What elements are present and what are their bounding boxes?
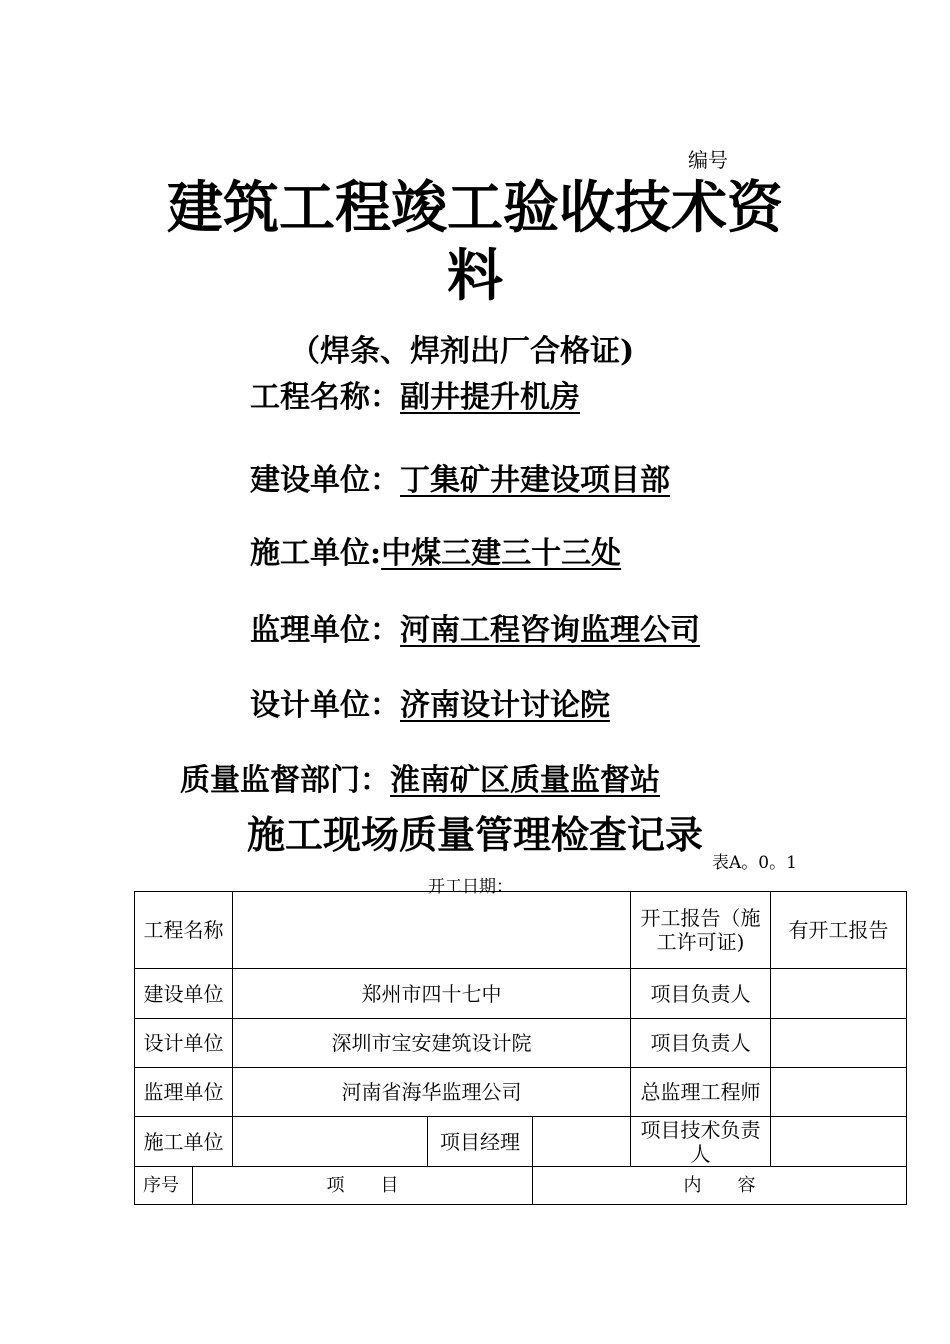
contractor-label: 施工单位: [135, 1117, 233, 1167]
column-header-row: [135, 1167, 907, 1205]
field-designer: [250, 680, 610, 724]
table-row: [135, 1019, 907, 1068]
chief-engineer-label: 总监理工程师: [631, 1068, 771, 1117]
project-name-label: 工程名称: [135, 892, 233, 969]
record-title: 施工现场质量管理检查记录: [246, 812, 703, 857]
field-owner: [250, 455, 670, 499]
field-contractor: [250, 528, 621, 572]
project-name-value: [233, 892, 631, 969]
column-header-content: 内 容: [533, 1167, 907, 1205]
field-value: 中煤三建三十三处: [381, 536, 622, 571]
design-value: 深圳市宝安建筑设计院: [233, 1019, 631, 1068]
project-manager-value: [533, 1117, 631, 1167]
form-number: 表A。0。1: [712, 853, 797, 873]
title-line-1: 建筑工程竣工验收技术资: [167, 175, 783, 241]
tech-lead-label: 项目技术负责人: [631, 1117, 771, 1167]
field-value: 副井提升机房: [400, 380, 580, 415]
start-report-value: 有开工报告: [771, 892, 907, 969]
field-label: 质量监督部门：: [180, 763, 390, 798]
owner-lead-label: 项目负责人: [631, 969, 771, 1019]
start-date-label: 开工日期：: [428, 877, 513, 897]
field-label: 施工单位:: [250, 536, 382, 571]
field-label: 监理单位：: [250, 613, 400, 648]
field-supervisor: [250, 605, 700, 649]
project-manager-label: 项目经理: [428, 1117, 533, 1167]
design-lead-value: [771, 1019, 907, 1068]
chief-engineer-value: [771, 1068, 907, 1117]
supervision-value: 河南省海华监理公司: [233, 1068, 631, 1117]
owner-lead-value: [771, 969, 907, 1019]
field-label: 建设单位：: [250, 463, 400, 498]
field-quality-dept: [180, 755, 660, 799]
table-row: [135, 969, 907, 1019]
table-row: [135, 1068, 907, 1117]
owner-value: 郑州市四十七中: [233, 969, 631, 1019]
document-title: [150, 174, 800, 310]
field-value: 淮南矿区质量监督站: [390, 763, 660, 798]
number-label: 编号: [688, 148, 728, 172]
field-project-name: [250, 372, 580, 416]
field-value: 河南工程咨询监理公司: [400, 613, 700, 648]
field-value: 丁集矿井建设项目部: [400, 463, 670, 498]
start-report-label: 开工报告（施工许可证): [631, 892, 771, 969]
tech-lead-value: [771, 1117, 907, 1167]
table-row: [135, 1117, 907, 1167]
column-header-item: 项 目: [193, 1167, 533, 1205]
design-lead-label: 项目负责人: [631, 1019, 771, 1068]
column-header-seq: 序号: [135, 1167, 193, 1205]
design-label: 设计单位: [135, 1019, 233, 1068]
document-subtitle: （焊条、焊剂出厂合格证): [290, 334, 635, 369]
owner-label: 建设单位: [135, 969, 233, 1019]
table-row: [135, 892, 907, 969]
field-label: 设计单位：: [250, 688, 400, 723]
field-value: 济南设计讨论院: [400, 688, 610, 723]
contractor-value: [233, 1117, 428, 1167]
supervision-label: 监理单位: [135, 1068, 233, 1117]
title-line-2: 料: [447, 243, 503, 309]
quality-check-table: [134, 891, 907, 1205]
field-label: 工程名称：: [250, 380, 400, 415]
